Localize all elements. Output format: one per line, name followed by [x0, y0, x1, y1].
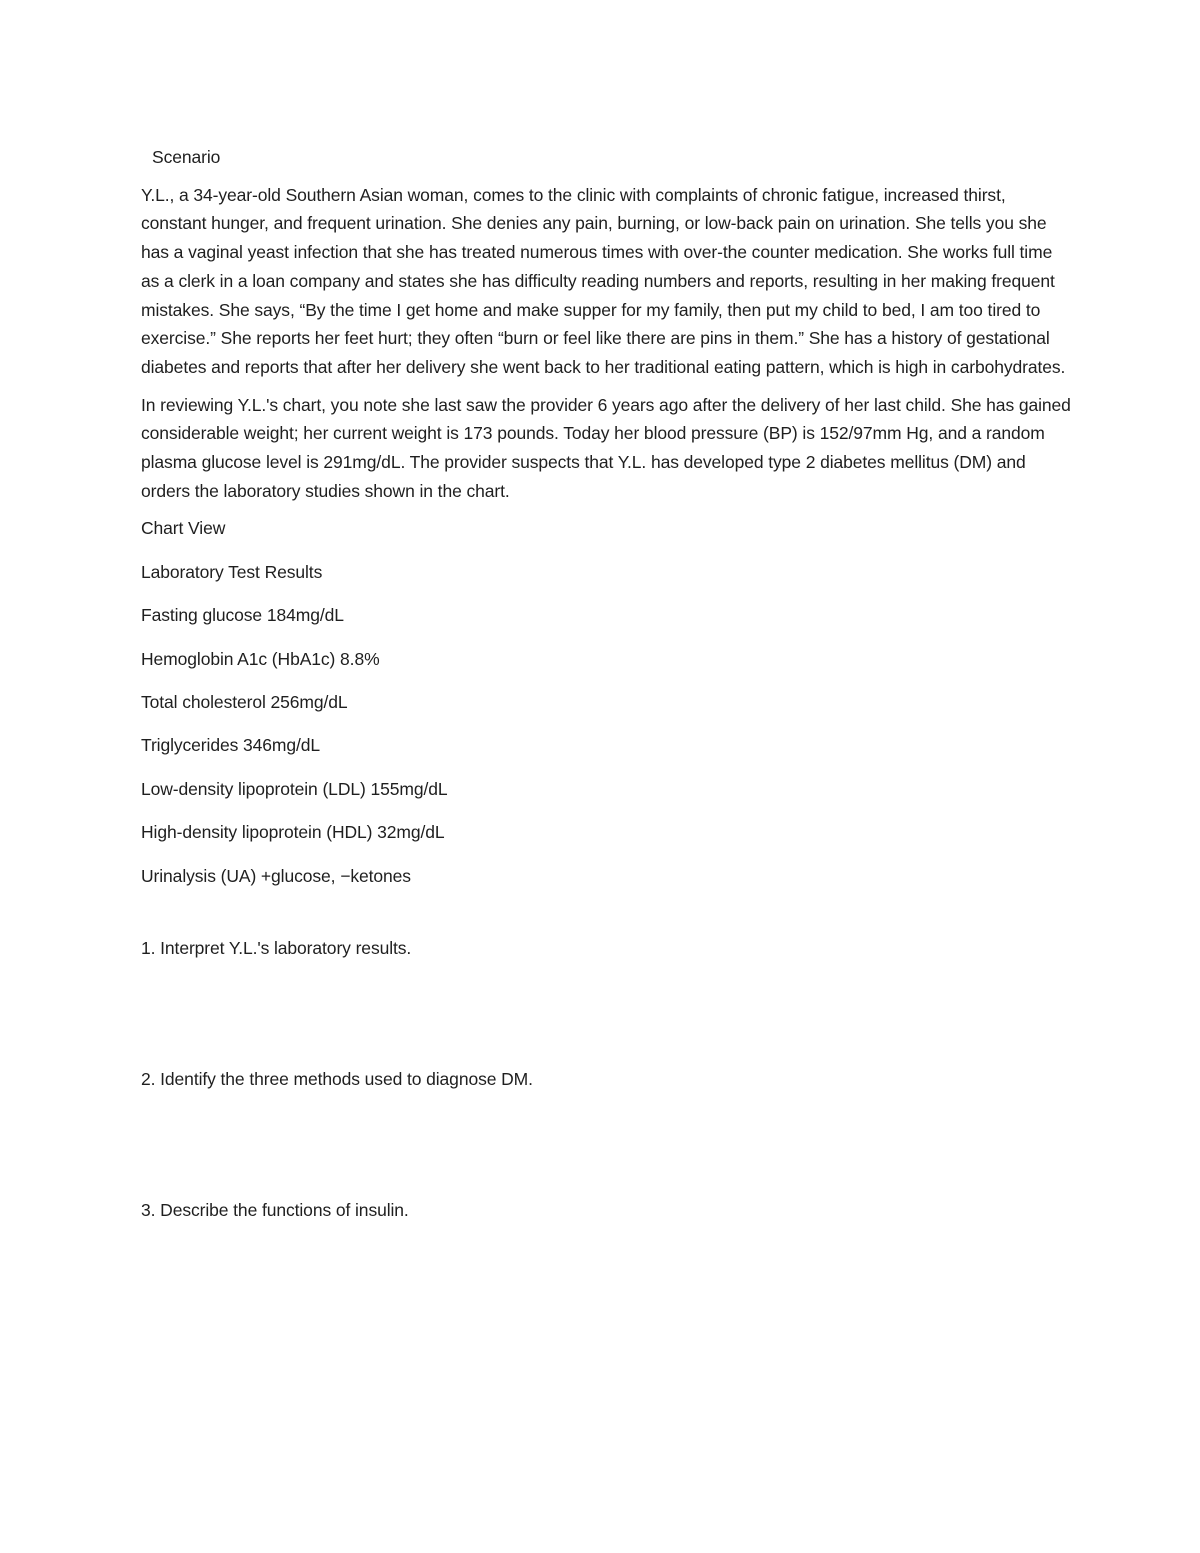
- lab-result-urinalysis: Urinalysis (UA) +glucose, −ketones: [141, 865, 411, 886]
- question-2: 2. Identify the three methods used to diagnose DM.: [141, 1068, 533, 1089]
- lab-result-hdl: High-density lipoprotein (HDL) 32mg/dL: [141, 822, 445, 843]
- scenario-heading: Scenario: [152, 147, 221, 167]
- scenario-paragraph-1: Y.L., a 34-year-old Southern Asian woman, comes to the clinic with complaints of chronic fatigue, increased thirst, constant hunger, and frequent urination. She denies any pain, burning, or low-back pain on urination. She tells you she has a vaginal yeast infection that she has treated numerous times with over-the counter medication. She works full time as a clerk in a loan company and states she has difficulty reading numbers and reports, resulting in her making frequent mistakes. She says, “By the time I get home and make supper for my family, then put my child to bed, I am too tired to exercise.” She reports her feet hurt; they often “burn or feel like there are pins in them.” She has a history of gestational diabetes and reports that after her delivery she went back to her traditional eating pattern, which is high in carbohydrates.: [141, 184, 1066, 377]
- question-3: 3. Describe the functions of insulin.: [141, 1199, 409, 1220]
- lab-result-fasting-glucose: Fasting glucose 184mg/dL: [141, 605, 344, 626]
- chart-view-label: Chart View: [141, 518, 226, 539]
- document-body: [141, 143, 1071, 1224]
- lab-result-total-cholesterol: Total cholesterol 256mg/dL: [141, 692, 348, 712]
- scenario-paragraph-2: In reviewing Y.L.'s chart, you note she last saw the provider 6 years ago after the delivery of her last child. She has gained considerable weight; her current weight is 173 pounds. Today her blood pressure (BP) is 152/97mm Hg, and a random plasma glucose level is 291mg/dL. The provider suspects that Y.L. has developed type 2 diabetes mellitus (DM) and orders the laboratory studies shown in the chart.: [141, 394, 1071, 501]
- lab-result-ldl: Low-density lipoprotein (LDL) 155mg/dL: [141, 778, 448, 799]
- lab-result-triglycerides: Triglycerides 346mg/dL: [141, 735, 321, 756]
- lab-result-hba1c: Hemoglobin A1c (HbA1c) 8.8%: [141, 648, 380, 669]
- question-1: 1. Interpret Y.L.'s laboratory results.: [141, 938, 412, 959]
- lab-results-title: Laboratory Test Results: [141, 561, 323, 582]
